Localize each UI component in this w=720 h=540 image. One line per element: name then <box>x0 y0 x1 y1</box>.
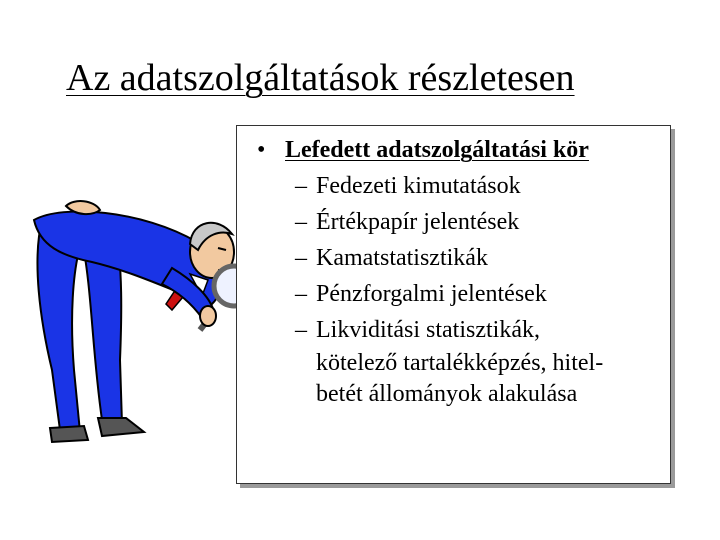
content-list <box>257 132 660 410</box>
dash-icon: – <box>295 281 307 307</box>
list-item <box>257 168 660 204</box>
list-item-text: Likviditási statisztikák, <box>316 317 540 343</box>
list-item-text: Fedezeti kimutatások <box>316 173 521 199</box>
list-item <box>257 276 660 312</box>
list-item-text: Pénzforgalmi jelentések <box>316 281 547 307</box>
dash-icon: – <box>295 173 307 199</box>
slide-title: Az adatszolgáltatások részletesen <box>66 57 575 99</box>
list-item <box>257 312 660 348</box>
list-item-continuation: kötelező tartalékképzés, hitel- <box>316 350 604 376</box>
bullet-icon: • <box>257 137 266 163</box>
bullet-heading <box>257 132 660 168</box>
list-item-text: Értékpapír jelentések <box>316 209 520 235</box>
list-item <box>257 240 660 276</box>
dash-icon: – <box>295 245 307 271</box>
man-with-magnifying-glass-icon <box>22 200 262 450</box>
heading-text: Lefedett adatszolgáltatási kör <box>285 137 589 163</box>
content-box <box>236 125 671 484</box>
dash-icon: – <box>295 209 307 235</box>
list-item-continuation: betét állományok alakulása <box>316 381 578 407</box>
list-item <box>257 204 660 240</box>
dash-icon: – <box>295 317 307 343</box>
list-item-text: Kamatstatisztikák <box>316 245 488 271</box>
